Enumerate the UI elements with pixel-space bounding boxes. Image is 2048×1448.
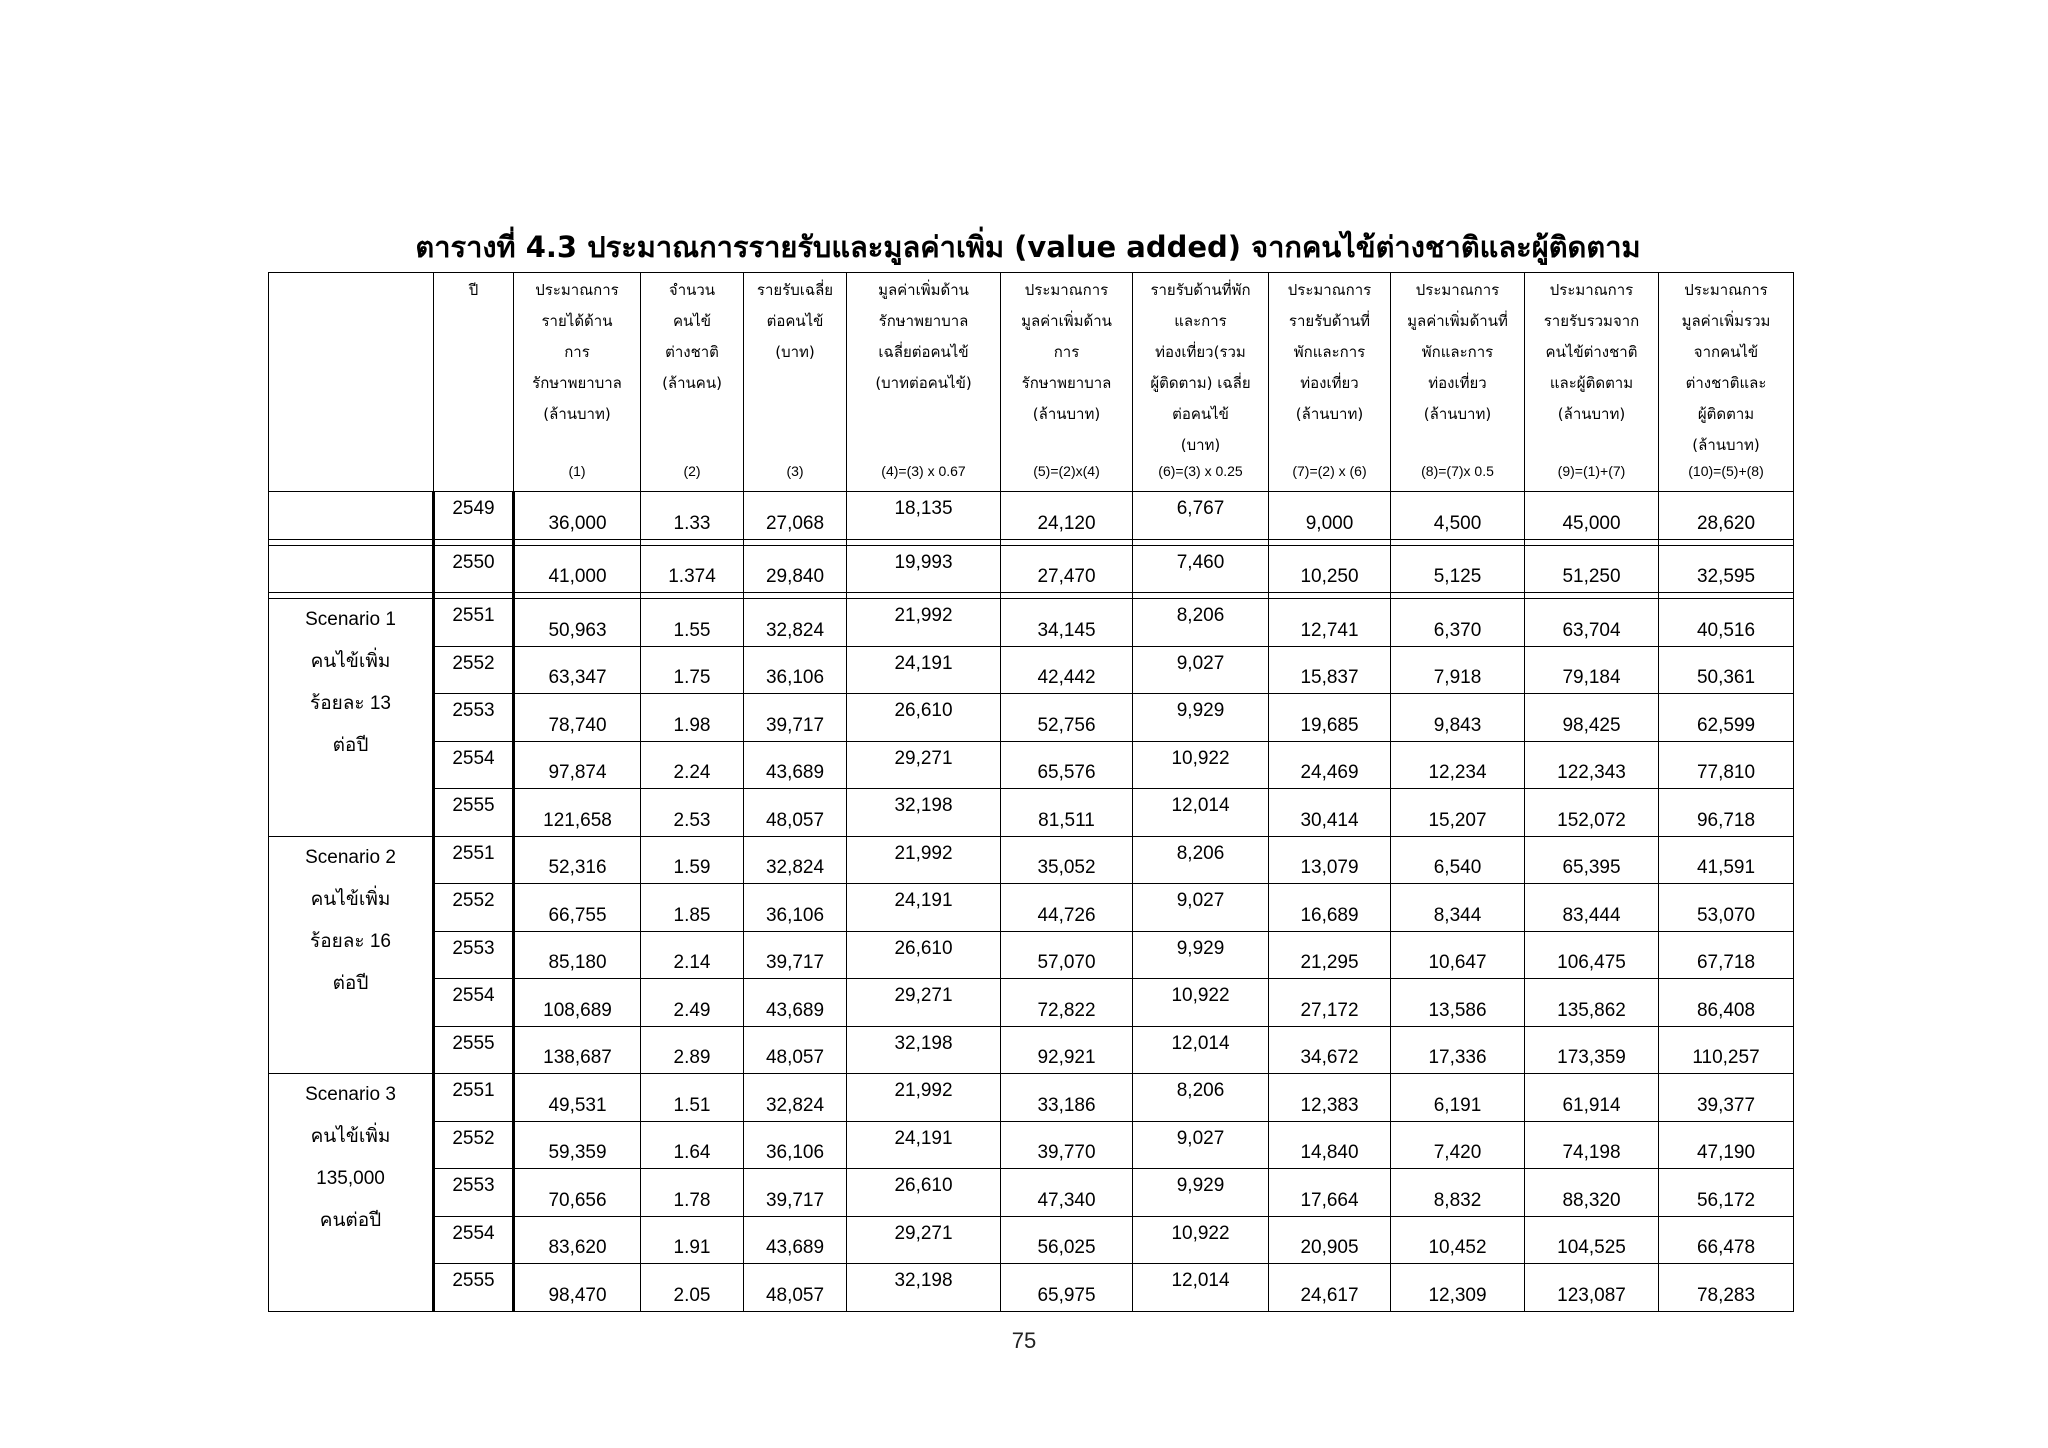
value-cell: 10,922 <box>1133 979 1269 1027</box>
value-cell: 98,470 <box>514 1264 641 1312</box>
value-cell: 48,057 <box>744 1264 847 1312</box>
value-cell: 34,145 <box>1001 599 1133 647</box>
table-row <box>269 741 1794 789</box>
column-formula: (10)=(5)+(8) <box>1688 463 1764 479</box>
value-cell: 2.89 <box>641 1026 744 1074</box>
value-cell: 2.05 <box>641 1264 744 1312</box>
value-cell: 4,500 <box>1391 492 1525 540</box>
value-cell: 8,206 <box>1133 1074 1269 1122</box>
column-header-line: รักษาพยาบาล <box>878 312 969 330</box>
value-cell: 6,191 <box>1391 1074 1525 1122</box>
value-cell: 85,180 <box>514 931 641 979</box>
value-cell: 41,000 <box>514 545 641 593</box>
value-cell: 12,014 <box>1133 1264 1269 1312</box>
column-header-1 <box>514 273 641 492</box>
year-cell: 2550 <box>434 545 514 593</box>
value-cell: 51,250 <box>1525 545 1659 593</box>
table-row <box>269 979 1794 1027</box>
value-cell: 28,620 <box>1659 492 1794 540</box>
value-cell: 1.98 <box>641 694 744 742</box>
value-cell: 121,658 <box>514 789 641 837</box>
value-cell: 32,824 <box>744 836 847 884</box>
value-cell: 1.78 <box>641 1169 744 1217</box>
value-cell: 92,921 <box>1001 1026 1133 1074</box>
value-cell: 27,172 <box>1269 979 1391 1027</box>
value-cell: 6,767 <box>1133 492 1269 540</box>
value-cell: 63,704 <box>1525 599 1659 647</box>
value-cell: 7,420 <box>1391 1121 1525 1169</box>
value-cell: 1.33 <box>641 492 744 540</box>
value-cell: 19,993 <box>847 545 1001 593</box>
year-cell: 2555 <box>434 789 514 837</box>
column-header-line: พักและการ <box>1293 343 1366 361</box>
value-cell: 12,383 <box>1269 1074 1391 1122</box>
value-cell: 1.75 <box>641 646 744 694</box>
value-cell: 24,469 <box>1269 741 1391 789</box>
value-cell: 77,810 <box>1659 741 1794 789</box>
column-header-line: พักและการ <box>1421 343 1494 361</box>
column-header-9 <box>1525 273 1659 492</box>
value-cell: 1.91 <box>641 1216 744 1264</box>
value-cell: 5,125 <box>1391 545 1525 593</box>
value-cell: 43,689 <box>744 979 847 1027</box>
column-header-line: (ล้านบาท) <box>1557 405 1626 423</box>
value-cell: 32,824 <box>744 1074 847 1122</box>
column-header-line: (ล้านบาท) <box>1692 436 1760 454</box>
column-header-3 <box>744 273 847 492</box>
column-header-4 <box>847 273 1001 492</box>
column-header-8 <box>1391 273 1525 492</box>
value-cell: 65,395 <box>1525 836 1659 884</box>
value-cell: 57,070 <box>1001 931 1133 979</box>
value-cell: 29,271 <box>847 741 1001 789</box>
value-cell: 72,822 <box>1001 979 1133 1027</box>
table-row <box>269 789 1794 837</box>
column-header-line: รายรับรวมจาก <box>1543 312 1640 330</box>
table-row <box>269 884 1794 932</box>
value-cell: 29,840 <box>744 545 847 593</box>
column-header-line: ประมาณการ <box>535 281 619 299</box>
value-cell: 39,377 <box>1659 1074 1794 1122</box>
value-cell: 10,250 <box>1269 545 1391 593</box>
column-header-10 <box>1659 273 1794 492</box>
table-title: ตารางที่ 4.3 ประมาณการรายรับและมูลค่าเพิ่ม (value added) จากคนไข้ต่างชาติและผู้ติดตาม <box>415 230 1641 264</box>
value-cell: 1.85 <box>641 884 744 932</box>
table-header-row <box>269 273 1794 492</box>
year-cell: 2554 <box>434 741 514 789</box>
value-cell: 152,072 <box>1525 789 1659 837</box>
value-cell: 9,027 <box>1133 884 1269 932</box>
value-cell: 6,540 <box>1391 836 1525 884</box>
value-cell: 8,206 <box>1133 836 1269 884</box>
value-cell: 67,718 <box>1659 931 1794 979</box>
value-cell: 24,120 <box>1001 492 1133 540</box>
table-row <box>269 931 1794 979</box>
scenario-label-line: Scenario 3 <box>305 1084 396 1105</box>
column-header-0 <box>434 273 514 492</box>
value-cell: 27,068 <box>744 492 847 540</box>
value-cell: 15,837 <box>1269 646 1391 694</box>
column-header-line: มูลค่าเพิ่มด้าน <box>878 281 969 299</box>
scenario-label-line: ต่อปี <box>332 735 369 756</box>
table-row <box>269 836 1794 884</box>
column-header-line: ผู้ติดตาม <box>1697 405 1755 423</box>
value-cell: 24,191 <box>847 1121 1001 1169</box>
column-header-line: มูลค่าเพิ่มด้านที่ <box>1407 312 1508 330</box>
value-cell: 18,135 <box>847 492 1001 540</box>
column-header-line: รักษาพยาบาล <box>1021 374 1112 392</box>
value-cell: 66,478 <box>1659 1216 1794 1264</box>
year-cell: 2555 <box>434 1264 514 1312</box>
column-header-line: (บาท) <box>1180 436 1221 454</box>
value-cell: 10,922 <box>1133 741 1269 789</box>
value-cell: 81,511 <box>1001 789 1133 837</box>
value-cell: 2.14 <box>641 931 744 979</box>
column-header-line: รายรับด้านที่ <box>1288 312 1371 330</box>
value-cell: 1.55 <box>641 599 744 647</box>
value-cell: 24,191 <box>847 884 1001 932</box>
value-cell: 47,190 <box>1659 1121 1794 1169</box>
value-cell: 2.53 <box>641 789 744 837</box>
value-cell: 9,000 <box>1269 492 1391 540</box>
value-cell: 78,740 <box>514 694 641 742</box>
column-header-7 <box>1269 273 1391 492</box>
column-header-line: รายรับเฉลี่ย <box>756 281 834 299</box>
value-cell: 83,620 <box>514 1216 641 1264</box>
value-cell: 123,087 <box>1525 1264 1659 1312</box>
column-header-line: ต่างชาติและ <box>1685 374 1767 392</box>
value-cell: 15,207 <box>1391 789 1525 837</box>
value-cell: 16,689 <box>1269 884 1391 932</box>
value-cell: 135,862 <box>1525 979 1659 1027</box>
value-cell: 48,057 <box>744 789 847 837</box>
value-cell: 43,689 <box>744 1216 847 1264</box>
column-header-line: ประมาณการ <box>1024 281 1109 299</box>
column-header-line: การ <box>564 343 590 361</box>
value-cell: 34,672 <box>1269 1026 1391 1074</box>
scenario-label-line: ร้อยละ 16 <box>309 930 391 952</box>
value-cell: 62,599 <box>1659 694 1794 742</box>
value-cell: 36,106 <box>744 884 847 932</box>
value-cell: 86,408 <box>1659 979 1794 1027</box>
value-cell: 32,198 <box>847 1264 1001 1312</box>
table-row <box>269 1169 1794 1217</box>
scenario-label-line: Scenario 1 <box>305 609 396 630</box>
value-cell: 40,516 <box>1659 599 1794 647</box>
column-header-line: ประมาณการ <box>1684 281 1768 299</box>
value-cell: 39,717 <box>744 1169 847 1217</box>
value-cell: 12,014 <box>1133 1026 1269 1074</box>
year-cell: 2553 <box>434 931 514 979</box>
year-cell: 2555 <box>434 1026 514 1074</box>
value-cell: 39,717 <box>744 931 847 979</box>
value-cell: 36,106 <box>744 646 847 694</box>
value-cell: 24,191 <box>847 646 1001 694</box>
value-cell: 56,025 <box>1001 1216 1133 1264</box>
column-header-line: ประมาณการ <box>1287 281 1372 299</box>
table-row <box>269 1026 1794 1074</box>
value-cell: 65,975 <box>1001 1264 1133 1312</box>
value-cell: 47,340 <box>1001 1169 1133 1217</box>
column-header-line: มูลค่าเพิ่มด้าน <box>1021 312 1112 330</box>
value-cell: 50,361 <box>1659 646 1794 694</box>
column-header-line: ประมาณการ <box>1549 281 1634 299</box>
table-row <box>269 1216 1794 1264</box>
value-cell: 10,647 <box>1391 931 1525 979</box>
year-cell: 2551 <box>434 1074 514 1122</box>
column-header-line: รายรับด้านที่พัก <box>1150 281 1251 299</box>
scenario-label-line: คนไข้เพิ่ม <box>310 1126 391 1147</box>
value-cell: 8,206 <box>1133 599 1269 647</box>
column-header-line: (บาท) <box>775 343 815 361</box>
column-header-line: และการ <box>1174 312 1227 330</box>
table-row <box>269 1074 1794 1122</box>
value-cell: 78,283 <box>1659 1264 1794 1312</box>
value-cell: 79,184 <box>1525 646 1659 694</box>
value-cell: 104,525 <box>1525 1216 1659 1264</box>
value-cell: 32,198 <box>847 789 1001 837</box>
column-header-line: ปี <box>468 281 479 299</box>
year-cell: 2553 <box>434 1169 514 1217</box>
value-cell: 61,914 <box>1525 1074 1659 1122</box>
column-header-line: มูลค่าเพิ่มรวม <box>1681 312 1771 330</box>
empty-label-cell <box>269 545 434 593</box>
year-cell: 2551 <box>434 599 514 647</box>
value-cell: 52,316 <box>514 836 641 884</box>
value-cell: 30,414 <box>1269 789 1391 837</box>
value-cell: 17,336 <box>1391 1026 1525 1074</box>
value-cell: 10,922 <box>1133 1216 1269 1264</box>
scenario-label-line: คนไข้เพิ่ม <box>310 651 391 672</box>
value-cell: 26,610 <box>847 694 1001 742</box>
value-cell: 106,475 <box>1525 931 1659 979</box>
table-row <box>269 694 1794 742</box>
column-header-line: การ <box>1053 343 1080 361</box>
column-header-line: จากคนไข้ <box>1693 343 1759 361</box>
value-cell: 8,344 <box>1391 884 1525 932</box>
column-formula: (2) <box>683 463 701 479</box>
value-cell: 9,027 <box>1133 1121 1269 1169</box>
scenario-label-line: ร้อยละ 13 <box>309 693 391 714</box>
value-cell: 96,718 <box>1659 789 1794 837</box>
column-header-line: (บาทต่อคนไข้) <box>875 374 972 392</box>
column-header-5 <box>1001 273 1133 492</box>
value-cell: 21,295 <box>1269 931 1391 979</box>
value-cell: 63,347 <box>514 646 641 694</box>
column-formula: (7)=(2) x (6) <box>1292 463 1367 479</box>
value-cell: 83,444 <box>1525 884 1659 932</box>
column-header-line: ท่องเที่ยว(รวม <box>1155 343 1246 361</box>
value-cell: 20,905 <box>1269 1216 1391 1264</box>
column-header-line: และผู้ติดตาม <box>1549 374 1634 392</box>
scenario-label-line: คนไข้เพิ่ม <box>310 888 391 910</box>
value-cell: 36,000 <box>514 492 641 540</box>
value-cell: 1.51 <box>641 1074 744 1122</box>
value-cell: 21,992 <box>847 599 1001 647</box>
value-cell: 13,079 <box>1269 836 1391 884</box>
value-cell: 59,359 <box>514 1121 641 1169</box>
table-row <box>269 1121 1794 1169</box>
value-cell: 88,320 <box>1525 1169 1659 1217</box>
column-header-line: ต่างชาติ <box>665 343 719 361</box>
value-cell: 36,106 <box>744 1121 847 1169</box>
year-cell: 2552 <box>434 646 514 694</box>
value-cell: 98,425 <box>1525 694 1659 742</box>
year-cell: 2552 <box>434 1121 514 1169</box>
value-cell: 7,460 <box>1133 545 1269 593</box>
value-cell: 12,309 <box>1391 1264 1525 1312</box>
value-cell: 29,271 <box>847 979 1001 1027</box>
column-header-line: ท่องเที่ยว <box>1428 374 1487 392</box>
empty-label-cell <box>269 492 434 540</box>
value-cell: 66,755 <box>514 884 641 932</box>
value-cell: 74,198 <box>1525 1121 1659 1169</box>
value-cell: 65,576 <box>1001 741 1133 789</box>
value-cell: 8,832 <box>1391 1169 1525 1217</box>
column-formula: (3) <box>786 463 804 479</box>
column-header-line: คนไข้ <box>672 312 712 330</box>
value-cell: 108,689 <box>514 979 641 1027</box>
value-cell: 19,685 <box>1269 694 1391 742</box>
year-cell: 2554 <box>434 1216 514 1264</box>
column-header-line: (ล้านบาท) <box>1295 405 1364 423</box>
year-cell: 2552 <box>434 884 514 932</box>
value-cell: 50,963 <box>514 599 641 647</box>
value-cell: 10,452 <box>1391 1216 1525 1264</box>
value-cell: 138,687 <box>514 1026 641 1074</box>
value-cell: 14,840 <box>1269 1121 1391 1169</box>
column-header-line: ต่อคนไข้ <box>1172 405 1229 423</box>
column-header-line: ท่องเที่ยว <box>1300 374 1359 392</box>
value-cell: 12,014 <box>1133 789 1269 837</box>
scenario-label-line: Scenario 2 <box>305 846 396 868</box>
value-cell: 52,756 <box>1001 694 1133 742</box>
value-cell: 1.59 <box>641 836 744 884</box>
value-cell: 26,610 <box>847 931 1001 979</box>
column-formula: (4)=(3) x 0.67 <box>881 463 966 479</box>
scenario-label-line: 135,000 <box>316 1168 385 1189</box>
column-header-line: รายได้ด้าน <box>541 312 613 330</box>
value-cell: 32,198 <box>847 1026 1001 1074</box>
column-header-line: จำนวน <box>668 281 716 299</box>
value-cell: 12,741 <box>1269 599 1391 647</box>
page-number: 75 <box>1011 1328 1037 1353</box>
value-cell: 13,586 <box>1391 979 1525 1027</box>
value-cell: 70,656 <box>514 1169 641 1217</box>
column-header-line: ผู้ติดตาม) เฉลี่ย <box>1150 374 1251 392</box>
column-header-line: คนไข้ต่างชาติ <box>1545 343 1638 361</box>
scenario-label-2 <box>269 836 434 1074</box>
value-cell: 24,617 <box>1269 1264 1391 1312</box>
value-cell: 43,689 <box>744 741 847 789</box>
scenario-label-line: คนต่อปี <box>319 1210 382 1231</box>
value-cell: 9,027 <box>1133 646 1269 694</box>
value-cell: 32,824 <box>744 599 847 647</box>
scenario-label-3 <box>269 1074 434 1312</box>
column-header-line: (ล้านบาท) <box>1032 405 1101 423</box>
value-cell: 29,271 <box>847 1216 1001 1264</box>
value-cell: 49,531 <box>514 1074 641 1122</box>
data-table-container <box>268 272 1794 1312</box>
table-body <box>269 492 1794 1312</box>
value-cell: 44,726 <box>1001 884 1133 932</box>
value-cell: 21,992 <box>847 836 1001 884</box>
header-label-column <box>269 273 434 492</box>
year-cell: 2554 <box>434 979 514 1027</box>
value-cell: 12,234 <box>1391 741 1525 789</box>
value-cell: 48,057 <box>744 1026 847 1074</box>
value-cell: 39,717 <box>744 694 847 742</box>
value-cell: 173,359 <box>1525 1026 1659 1074</box>
value-cell: 39,770 <box>1001 1121 1133 1169</box>
value-cell: 26,610 <box>847 1169 1001 1217</box>
table-row <box>269 1264 1794 1312</box>
value-cell: 2.49 <box>641 979 744 1027</box>
table-row <box>269 646 1794 694</box>
column-header-line: (ล้านบาท) <box>1423 405 1492 423</box>
value-cell: 110,257 <box>1659 1026 1794 1074</box>
scenario-label-line: ต่อปี <box>332 972 369 994</box>
column-formula: (1) <box>568 463 586 479</box>
column-formula: (9)=(1)+(7) <box>1557 463 1626 479</box>
column-formula: (6)=(3) x 0.25 <box>1158 463 1243 479</box>
table-row <box>269 599 1794 647</box>
value-cell: 97,874 <box>514 741 641 789</box>
table-row <box>269 545 1794 593</box>
column-formula: (8)=(7)x 0.5 <box>1421 463 1494 479</box>
value-cell: 9,929 <box>1133 1169 1269 1217</box>
value-added-table <box>268 272 1794 1312</box>
value-cell: 35,052 <box>1001 836 1133 884</box>
value-cell: 42,442 <box>1001 646 1133 694</box>
column-header-line: รักษาพยาบาล <box>532 374 622 392</box>
value-cell: 2.24 <box>641 741 744 789</box>
column-header-line: (ล้านบาท) <box>543 405 611 423</box>
value-cell: 6,370 <box>1391 599 1525 647</box>
value-cell: 21,992 <box>847 1074 1001 1122</box>
value-cell: 1.374 <box>641 545 744 593</box>
scenario-label-1 <box>269 599 434 837</box>
value-cell: 17,664 <box>1269 1169 1391 1217</box>
value-cell: 32,595 <box>1659 545 1794 593</box>
value-cell: 9,843 <box>1391 694 1525 742</box>
column-header-line: เฉลี่ยต่อคนไข้ <box>878 343 969 361</box>
table-row <box>269 492 1794 540</box>
column-header-line: ต่อคนไข้ <box>766 312 824 330</box>
column-header-line: ประมาณการ <box>1415 281 1500 299</box>
value-cell: 41,591 <box>1659 836 1794 884</box>
value-cell: 9,929 <box>1133 931 1269 979</box>
year-cell: 2549 <box>434 492 514 540</box>
value-cell: 1.64 <box>641 1121 744 1169</box>
year-cell: 2551 <box>434 836 514 884</box>
value-cell: 7,918 <box>1391 646 1525 694</box>
value-cell: 53,070 <box>1659 884 1794 932</box>
year-cell: 2553 <box>434 694 514 742</box>
value-cell: 122,343 <box>1525 741 1659 789</box>
column-header-line: (ล้านคน) <box>662 374 722 392</box>
value-cell: 27,470 <box>1001 545 1133 593</box>
value-cell: 33,186 <box>1001 1074 1133 1122</box>
column-header-6 <box>1133 273 1269 492</box>
value-cell: 45,000 <box>1525 492 1659 540</box>
column-header-2 <box>641 273 744 492</box>
column-formula: (5)=(2)x(4) <box>1033 463 1100 479</box>
value-cell: 9,929 <box>1133 694 1269 742</box>
value-cell: 56,172 <box>1659 1169 1794 1217</box>
